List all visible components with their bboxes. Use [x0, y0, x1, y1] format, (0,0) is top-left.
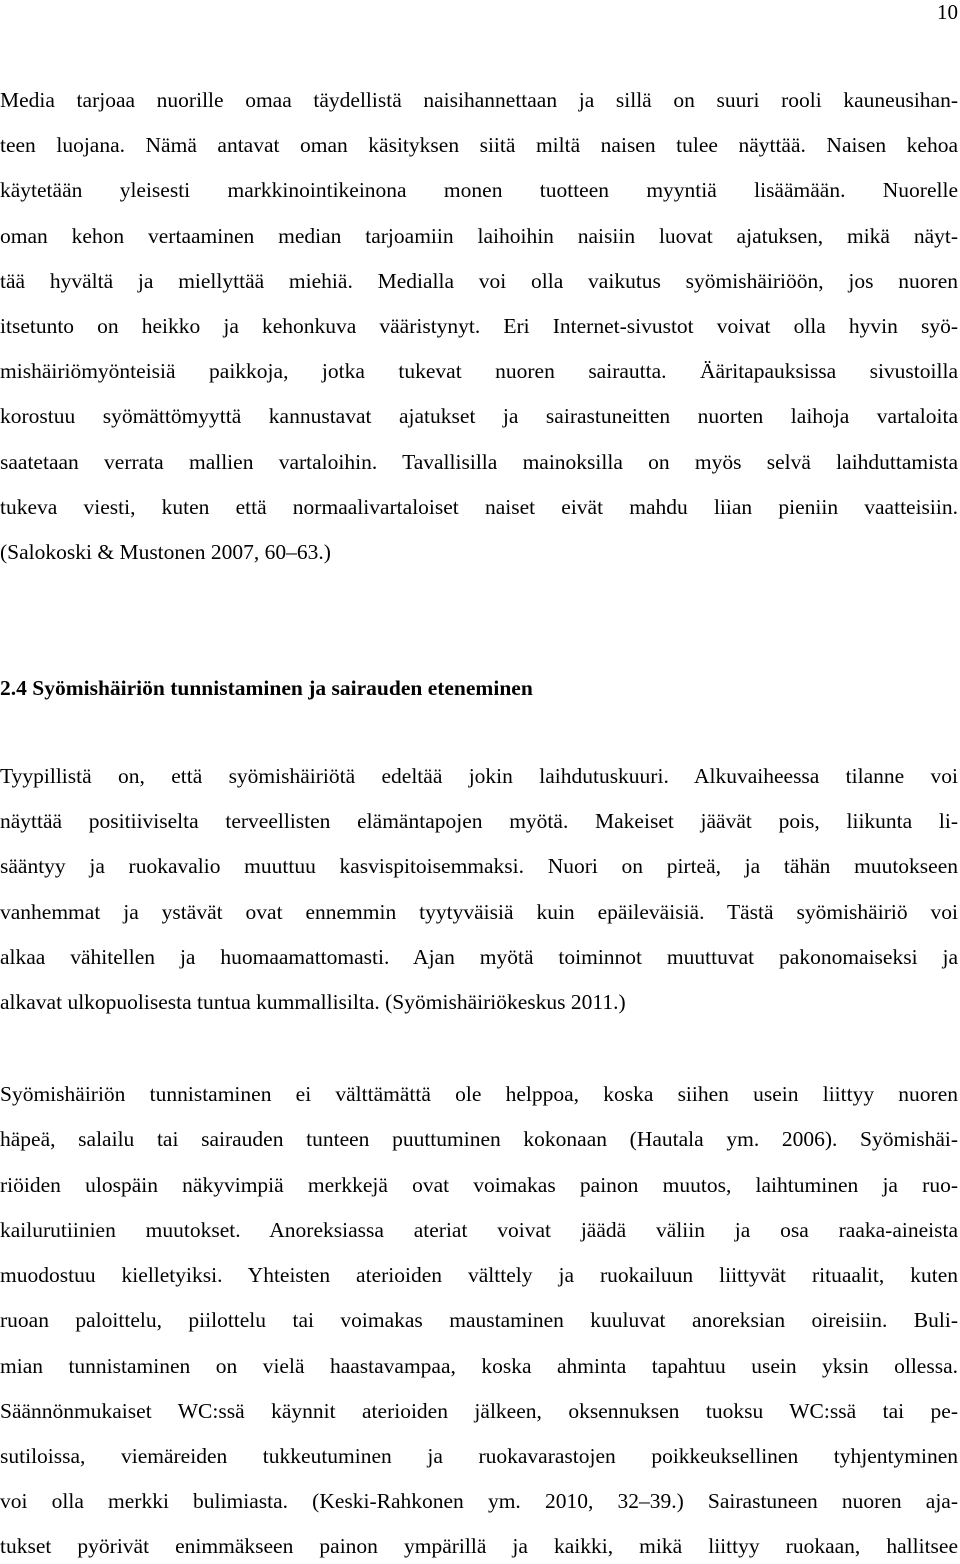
section-heading: 2.4 Syömishäiriön tunnistaminen ja sairauden eteneminen	[0, 676, 533, 700]
text-line: sääntyy ja ruokavalio muuttuu kasvispitoisemmaksi. Nuori on pirteä, ja tähän muutokseen	[0, 854, 958, 878]
text-line: vanhemmat ja ystävät ovat ennemmin tyytyväisiä kuin epäileväisiä. Tästä syömishäiriö voi	[0, 900, 958, 924]
text-line: sutiloissa, viemäreiden tukkeutuminen ja ruokavarastojen poikkeuksellinen tyhjentyminen	[0, 1444, 958, 1468]
text-line: mishäiriömyönteisiä paikkoja, jotka tukevat nuoren sairautta. Ääritapauksissa sivustoilla	[0, 359, 958, 383]
text-line: ruoan paloittelu, piilottelu tai voimakas maustaminen kuuluvat anoreksian oireisiin. Buli-	[0, 1308, 958, 1332]
text-line: korostuu syömättömyyttä kannustavat ajatukset ja sairastuneitten nuorten laihoja vartaloita	[0, 404, 958, 428]
text-line: Säännönmukaiset WC:ssä käynnit aterioiden jälkeen, oksennuksen tuoksu WC:ssä tai pe-	[0, 1399, 958, 1423]
text-line: voi olla merkki bulimiasta. (Keski-Rahkonen ym. 2010, 32–39.) Sairastuneen nuoren aja-	[0, 1489, 958, 1513]
text-line: riöiden ulospäin näkyvimpiä merkkejä ovat voimakas painon muutos, laihtuminen ja ruo-	[0, 1173, 958, 1197]
text-line: itsetunto on heikko ja kehonkuva vääristynyt. Eri Internet-sivustot voivat olla hyvin syö-	[0, 314, 958, 338]
text-line: muodostuu kielletyiksi. Yhteisten aterioiden välttely ja ruokailuun liittyvät rituaalit, kuten	[0, 1263, 958, 1287]
text-line: oman kehon vertaaminen median tarjoamiin laihoihin naisiin luovat ajatuksen, mikä näyt-	[0, 224, 958, 248]
text-line: häpeä, salailu tai sairauden tunteen puuttuminen kokonaan (Hautala ym. 2006). Syömishäi-	[0, 1127, 958, 1151]
text-line: alkaa vähitellen ja huomaamattomasti. Ajan myötä toiminnot muuttuvat pakonomaiseksi ja	[0, 945, 958, 969]
text-line: alkavat ulkopuolisesta tuntua kummallisilta. (Syömishäiriökeskus 2011.)	[0, 990, 626, 1014]
text-line: saatetaan verrata mallien vartaloihin. Tavallisilla mainoksilla on myös selvä laihduttamista	[0, 450, 958, 474]
page-number: 10	[937, 0, 958, 24]
text-line: tää hyvältä ja miellyttää miehiä. Medialla voi olla vaikutus syömishäiriöön, jos nuoren	[0, 269, 958, 293]
text-line: tukset pyörivät enimmäkseen painon ympärillä ja kaikki, mikä liittyy ruokaan, hallitsee	[0, 1534, 958, 1558]
text-line: käytetään yleisesti markkinointikeinona monen tuotteen myyntiä lisäämään. Nuorelle	[0, 178, 958, 202]
text-line: mian tunnistaminen on vielä haastavampaa, koska ahminta tapahtuu usein yksin ollessa.	[0, 1354, 958, 1378]
text-line: (Salokoski & Mustonen 2007, 60–63.)	[0, 540, 331, 564]
text-line: kailurutiinien muutokset. Anoreksiassa ateriat voivat jäädä väliin ja osa raaka-aineista	[0, 1218, 958, 1242]
text-line: teen luojana. Nämä antavat oman käsityksen siitä miltä naisen tulee näyttää. Naisen kehoa	[0, 133, 958, 157]
text-line: Media tarjoaa nuorille omaa täydellistä naisihannettaan ja sillä on suuri rooli kauneusihan-	[0, 88, 958, 112]
text-line: Tyypillistä on, että syömishäiriötä edeltää jokin laihdutuskuuri. Alkuvaiheessa tilanne voi	[0, 764, 958, 788]
text-line: Syömishäiriön tunnistaminen ei välttämättä ole helppoa, koska siihen usein liittyy nuoren	[0, 1082, 958, 1106]
text-line: näyttää positiiviselta terveellisten elämäntapojen myötä. Makeiset jäävät pois, liikunta li-	[0, 809, 958, 833]
text-line: tukeva viesti, kuten että normaalivartaloiset naiset eivät mahdu liian pieniin vaatteisiin.	[0, 495, 958, 519]
